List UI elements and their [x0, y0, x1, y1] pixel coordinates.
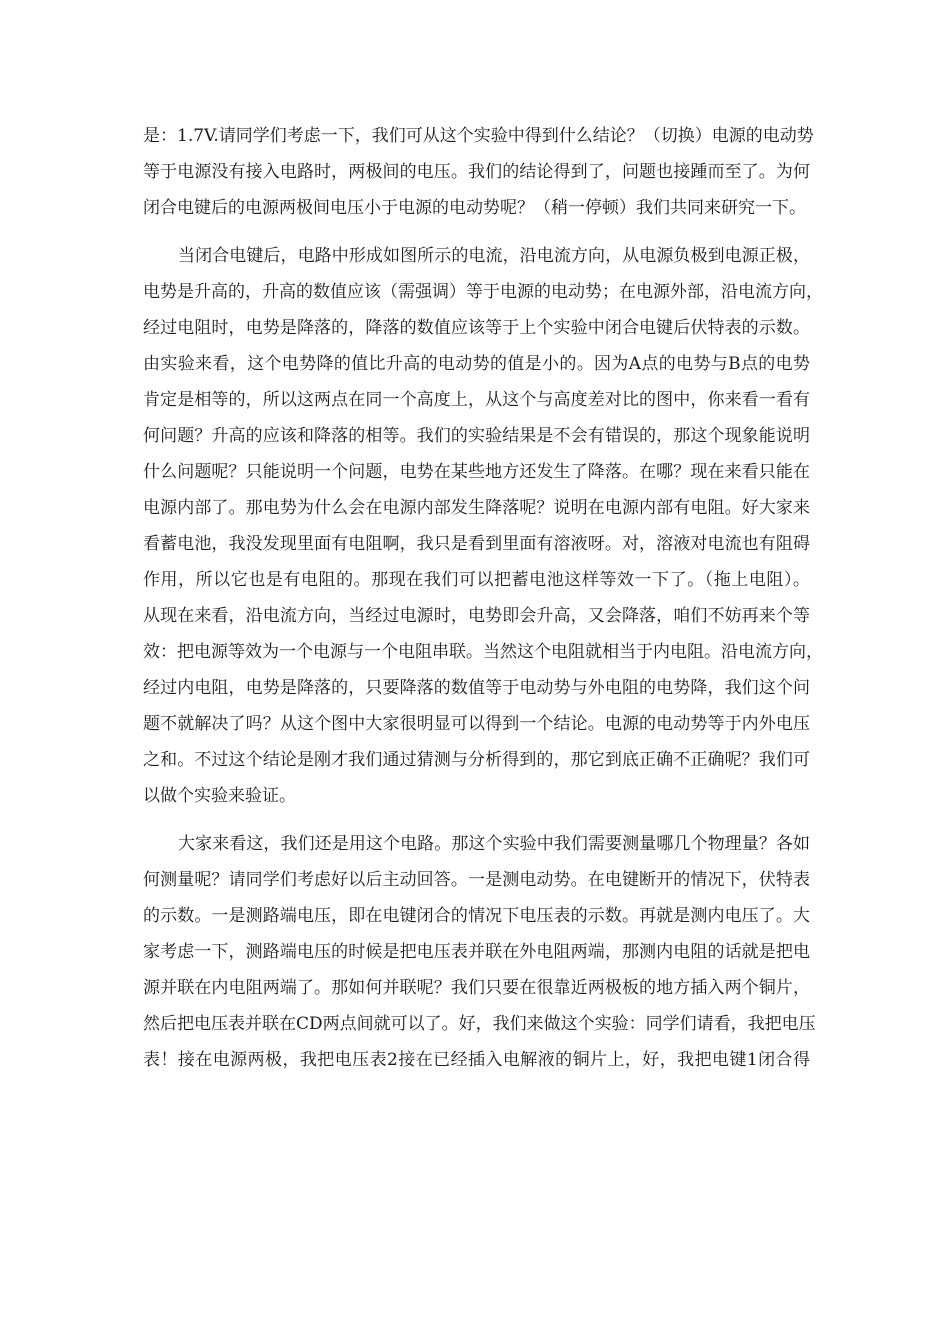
text-line: 源并联在内电阻两端了。那如何并联呢？我们只要在很靠近两极板的地方插入两个铜片，: [143, 978, 810, 998]
text-line: 肯定是相等的，所以这两点在同一个高度上，从这个与高度差对比的图中，你来看一看有: [143, 390, 810, 410]
paragraph-1: [143, 118, 814, 226]
text-line: 闭合电键后的电源两极间电压小于电源的电动势呢？（稍一停顿）我们共同来研究一下。: [143, 198, 806, 218]
text-line: 是：1.7V.请同学们考虑一下，我们可从这个实验中得到什么结论？（切换）电源的电动势: [143, 126, 814, 146]
text-line: 何问题？升高的应该和降落的相等。我们的实验结果是不会有错误的，那这个现象能说明: [143, 426, 810, 446]
text-line: 题不就解决了吗？从这个图中大家很明显可以得到一个结论。电源的电动势等于内外电压: [143, 714, 810, 734]
paragraph-3: [143, 826, 816, 1078]
text-line: 等于电源没有接入电路时，两极间的电压。我们的结论得到了，问题也接踵而至了。为何: [143, 162, 810, 182]
text-line: 的示数。一是测路端电压，即在电键闭合的情况下电压表的示数。再就是测内电压了。大: [143, 906, 810, 926]
text-line: 以做个实验来验证。: [143, 786, 296, 806]
text-line: 作用，所以它也是有电阻的。那现在我们可以把蓄电池这样等效一下了。（拖上电阻）。: [143, 570, 810, 590]
text-line: 电势是升高的，升高的数值应该（需强调）等于电源的电动势；在电源外部，沿电流方向，: [143, 282, 823, 302]
text-line: 大家来看这，我们还是用这个电路。那这个实验中我们需要测量哪几个物理量？各如: [178, 834, 810, 854]
text-line: 由实验来看，这个电势降的值比升高的电动势的值是小的。因为A点的电势与B点的电势: [143, 354, 810, 374]
text-line: 电源内部了。那电势为什么会在电源内部发生降落呢？说明在电源内部有电阻。好大家来: [143, 498, 810, 518]
paragraph-2: [143, 238, 823, 814]
text-line: 效：把电源等效为一个电源与一个电阻串联。当然这个电阻就相当于内电阻。沿电流方向，: [143, 642, 823, 662]
text-line: 什么问题呢？只能说明一个问题，电势在某些地方还发生了降落。在哪？现在来看只能在: [143, 462, 810, 482]
document-body: [143, 118, 823, 1078]
text-line: 表！接在电源两极，我把电压表2接在已经插入电解液的铜片上，好，我把电键1闭合得: [143, 1050, 810, 1070]
text-line: 经过内电阻，电势是降落的，只要降落的数值等于电动势与外电阻的电势降，我们这个问: [143, 678, 810, 698]
text-line: 从现在来看，沿电流方向，当经过电源时，电势即会升高，又会降落，咱们不妨再来个等: [143, 606, 810, 626]
text-line: 当闭合电键后，电路中形成如图所示的电流，沿电流方向，从电源负极到电源正极，: [178, 246, 810, 266]
text-line: 家考虑一下，测路端电压的时候是把电压表并联在外电阻两端，那测内电阻的话就是把电: [143, 942, 810, 962]
text-line: 然后把电压表并联在CD两点间就可以了。好，我们来做这个实验：同学们请看，我把电压: [143, 1014, 816, 1034]
text-line: 何测量呢？请同学们考虑好以后主动回答。一是测电动势。在电键断开的情况下，伏特表: [143, 870, 810, 890]
text-line: 之和。不过这个结论是刚才我们通过猜测与分析得到的，那它到底正确不正确呢？我们可: [143, 750, 810, 770]
text-line: 看蓄电池，我没发现里面有电阻啊，我只是看到里面有溶液呀。对，溶液对电流也有阻碍: [143, 534, 810, 554]
text-line: 经过电阻时，电势是降落的，降落的数值应该等于上个实验中闭合电键后伏特表的示数。: [143, 318, 810, 338]
